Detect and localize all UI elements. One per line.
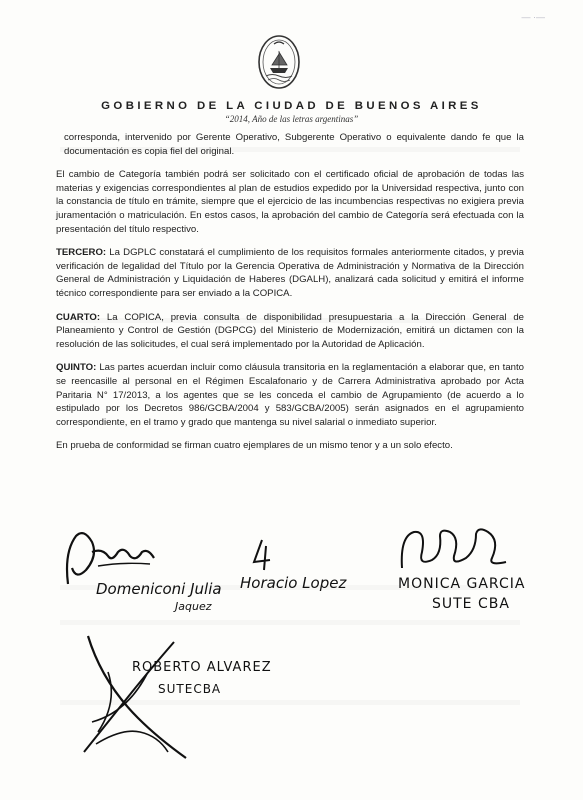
- document-body: [56, 131, 524, 463]
- clause-cuarto-text: La COPICA, previa consulta de disponibilidad presupuestaria a la Dirección General de Planeamiento y Control de Gestión (DGPCG) del Ministerio de Modernización, emitirá un dictamen con la resolución de las solicitudes, el cual será implementado por la Autoridad de Aplicación.: [56, 311, 524, 350]
- paragraph-category-change: El cambio de Categoría también podrá ser solicitado con el certificado oficial de aprobación de todas las materias y exigencias correspondientes al plan de estudios expedido por la Universidad respectiva, junto con la constancia de título en trámite, siempre que el ejercicio de las incumbencias respectivas no exigiera previa juramentación o matriculación. En estos casos, la aprobación del cambio de Categoría será efectuada con la presentación del título respectivo.: [56, 169, 524, 235]
- government-header-title: GOBIERNO DE LA CIUDAD DE BUENOS AIRES: [101, 100, 482, 112]
- clause-quinto: [56, 361, 524, 429]
- signature-initial-mark: [248, 536, 278, 576]
- signature-alvarez-scribble: [78, 632, 198, 762]
- signature-garcia: [396, 522, 516, 576]
- signature-domeniconi-extra: Jaquez: [175, 600, 212, 613]
- clause-tercero-text: La DGPLC constatará el cumplimiento de los requisitos formales anteriormente citados, y previa verificación de legalidad del Título por la Gerencia Operativa de Administración y Normativa de la Dirección General de Administración y Liquidación de Haberes (DGALH), analizará cada solicitud y emitirá el informe técnico correspondiente para ser enviado a la COPICA.: [56, 247, 524, 299]
- signature-alvarez-org: SUTECBA: [158, 682, 222, 696]
- clause-quinto-label: QUINTO:: [56, 362, 97, 374]
- clause-quinto-text: Las partes acuerdan incluir como cláusula transitoria en la reglamentación a elaborar que, en tanto se reencasille al personal en el Régimen Escalafonario y de Carrera Administrativa aprobado por Acta Paritaria N° 17/2013, a los agentes que se les conceda el cambio de Agrupamiento (de acuerdo a lo estipulado por los Decretos 986/GCBA/2004 y 583/GCBA/2005) serán asignados en el agrupamiento correspondiente, en el tramo y grado que mantenga su nivel salarial o inmediato superior.: [56, 362, 524, 428]
- clause-tercero: [56, 246, 524, 300]
- closing-statement: En prueba de conformidad se firman cuatro ejemplares de un mismo tenor y a un solo efecto.: [56, 440, 453, 452]
- signature-garcia-name: MONICA GARCIA: [398, 576, 526, 592]
- signature-alvarez-name: ROBERTO ALVAREZ: [132, 660, 272, 675]
- header-year-motto: “2014, Año de las letras argentinas”: [224, 114, 359, 124]
- corner-pencil-mark: — ·—: [521, 12, 545, 22]
- paragraph-continuation: corresponda, intervenido por Gerente Operativo, Subgerente Operativo o equivalente dando fe que la documentación es copia fiel del original.: [64, 132, 524, 157]
- clause-cuarto-label: CUARTO:: [56, 311, 101, 323]
- clause-cuarto: [56, 311, 524, 352]
- signature-garcia-org: SUTE CBA: [432, 596, 510, 612]
- city-crest-icon: [256, 32, 302, 92]
- clause-tercero-label: TERCERO:: [56, 247, 107, 259]
- signature-domeniconi-name: Domeniconi Julia: [96, 580, 222, 598]
- signature-lopez-name: Horacio Lopez: [240, 574, 347, 592]
- bleed-through-line: [60, 620, 520, 625]
